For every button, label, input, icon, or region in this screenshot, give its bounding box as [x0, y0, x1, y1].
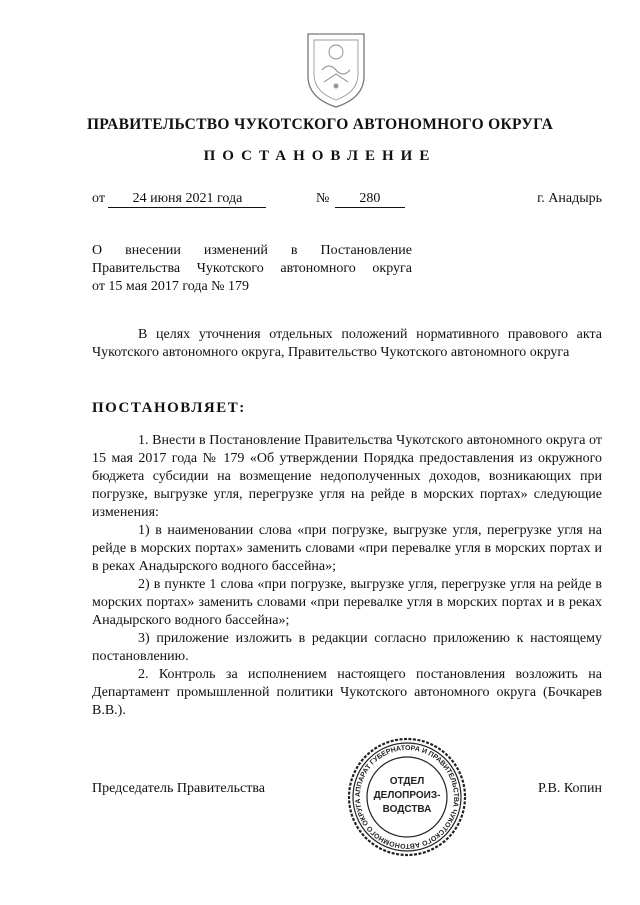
date-prefix: от [92, 191, 105, 206]
preamble-text: В целях уточнения отдельных положений нормативного правового акта Чукотского автономного округа, Правительство Чукотского автономного округа [92, 327, 602, 360]
coat-of-arms-emblem [302, 30, 370, 110]
body-paragraph-3: 2) в пункте 1 слова «при погрузке, выгрузке угля, перегрузке угля на рейде в морских портах» заменить словами «при перевалке угля в морских портах и в реках Анадырского водного бассейна»; [92, 577, 602, 628]
number-block [316, 191, 405, 211]
body-paragraph-2: 1) в наименовании слова «при погрузке, выгрузке угля, перегрузке угля на рейде в морских портах» заменить словами «при перевалке угля в морских портах и в реках Анадырского водного бассейна»; [92, 523, 602, 574]
signatory-name: Р.В. Копин [538, 781, 602, 796]
document-date: 24 июня 2021 года [108, 191, 266, 208]
subject-block [92, 242, 412, 296]
government-title: ПРАВИТЕЛЬСТВО ЧУКОТСКОГО АВТОНОМНОГО ОКРУГА [86, 116, 554, 133]
body-paragraph-1: 1. Внести в Постановление Правительства Чукотского автономного округа от 15 мая 2017 года № 179 «Об утверждении Порядка предоставления из окружного бюджета субсидии на возмещение недополученных доходов, возникающих при погрузке, выгрузке угля, перегрузке угля на рейде в морских портах» следующие изменения: [92, 433, 602, 520]
subject-line-2: Правительства Чукотского автономного округа [92, 261, 412, 276]
preamble-block [92, 326, 602, 362]
subject-line-3: от 15 мая 2017 года № 179 [92, 279, 250, 294]
document-number: 280 [335, 191, 405, 208]
city: г. Анадырь [537, 191, 602, 206]
body-paragraph-5: 2. Контроль за исполнением настоящего постановления возложить на Департамент промышленной политики Чукотского автономного округа (Бочкарев В.В.). [92, 667, 602, 718]
signatory-position: Председатель Правительства [92, 781, 265, 796]
subject-line-1: О внесении изменений в Постановление [92, 243, 412, 258]
document-type-title: ПОСТАНОВЛЕНИЕ [203, 148, 437, 164]
date-block [92, 191, 266, 211]
decree-heading: ПОСТАНОВЛЯЕТ: [92, 400, 246, 416]
stamp-ring-text: АППАРАТ ГУБЕРНАТОРА И ПРАВИТЕЛЬСТВА ЧУКОТСКОГО АВТОНОМНОГО ОКРУГА [354, 744, 460, 850]
body-block [92, 432, 602, 720]
stamp-line-2: ДЕЛОПРОИЗ- [373, 790, 441, 801]
body-paragraph-4: 3) приложение изложить в редакции согласно приложению к настоящему постановлению. [92, 631, 602, 664]
number-sign: № [316, 191, 330, 206]
official-stamp [346, 736, 468, 858]
stamp-line-3: ВОДСТВА [382, 804, 432, 815]
stamp-line-1: ОТДЕЛ [389, 776, 425, 787]
